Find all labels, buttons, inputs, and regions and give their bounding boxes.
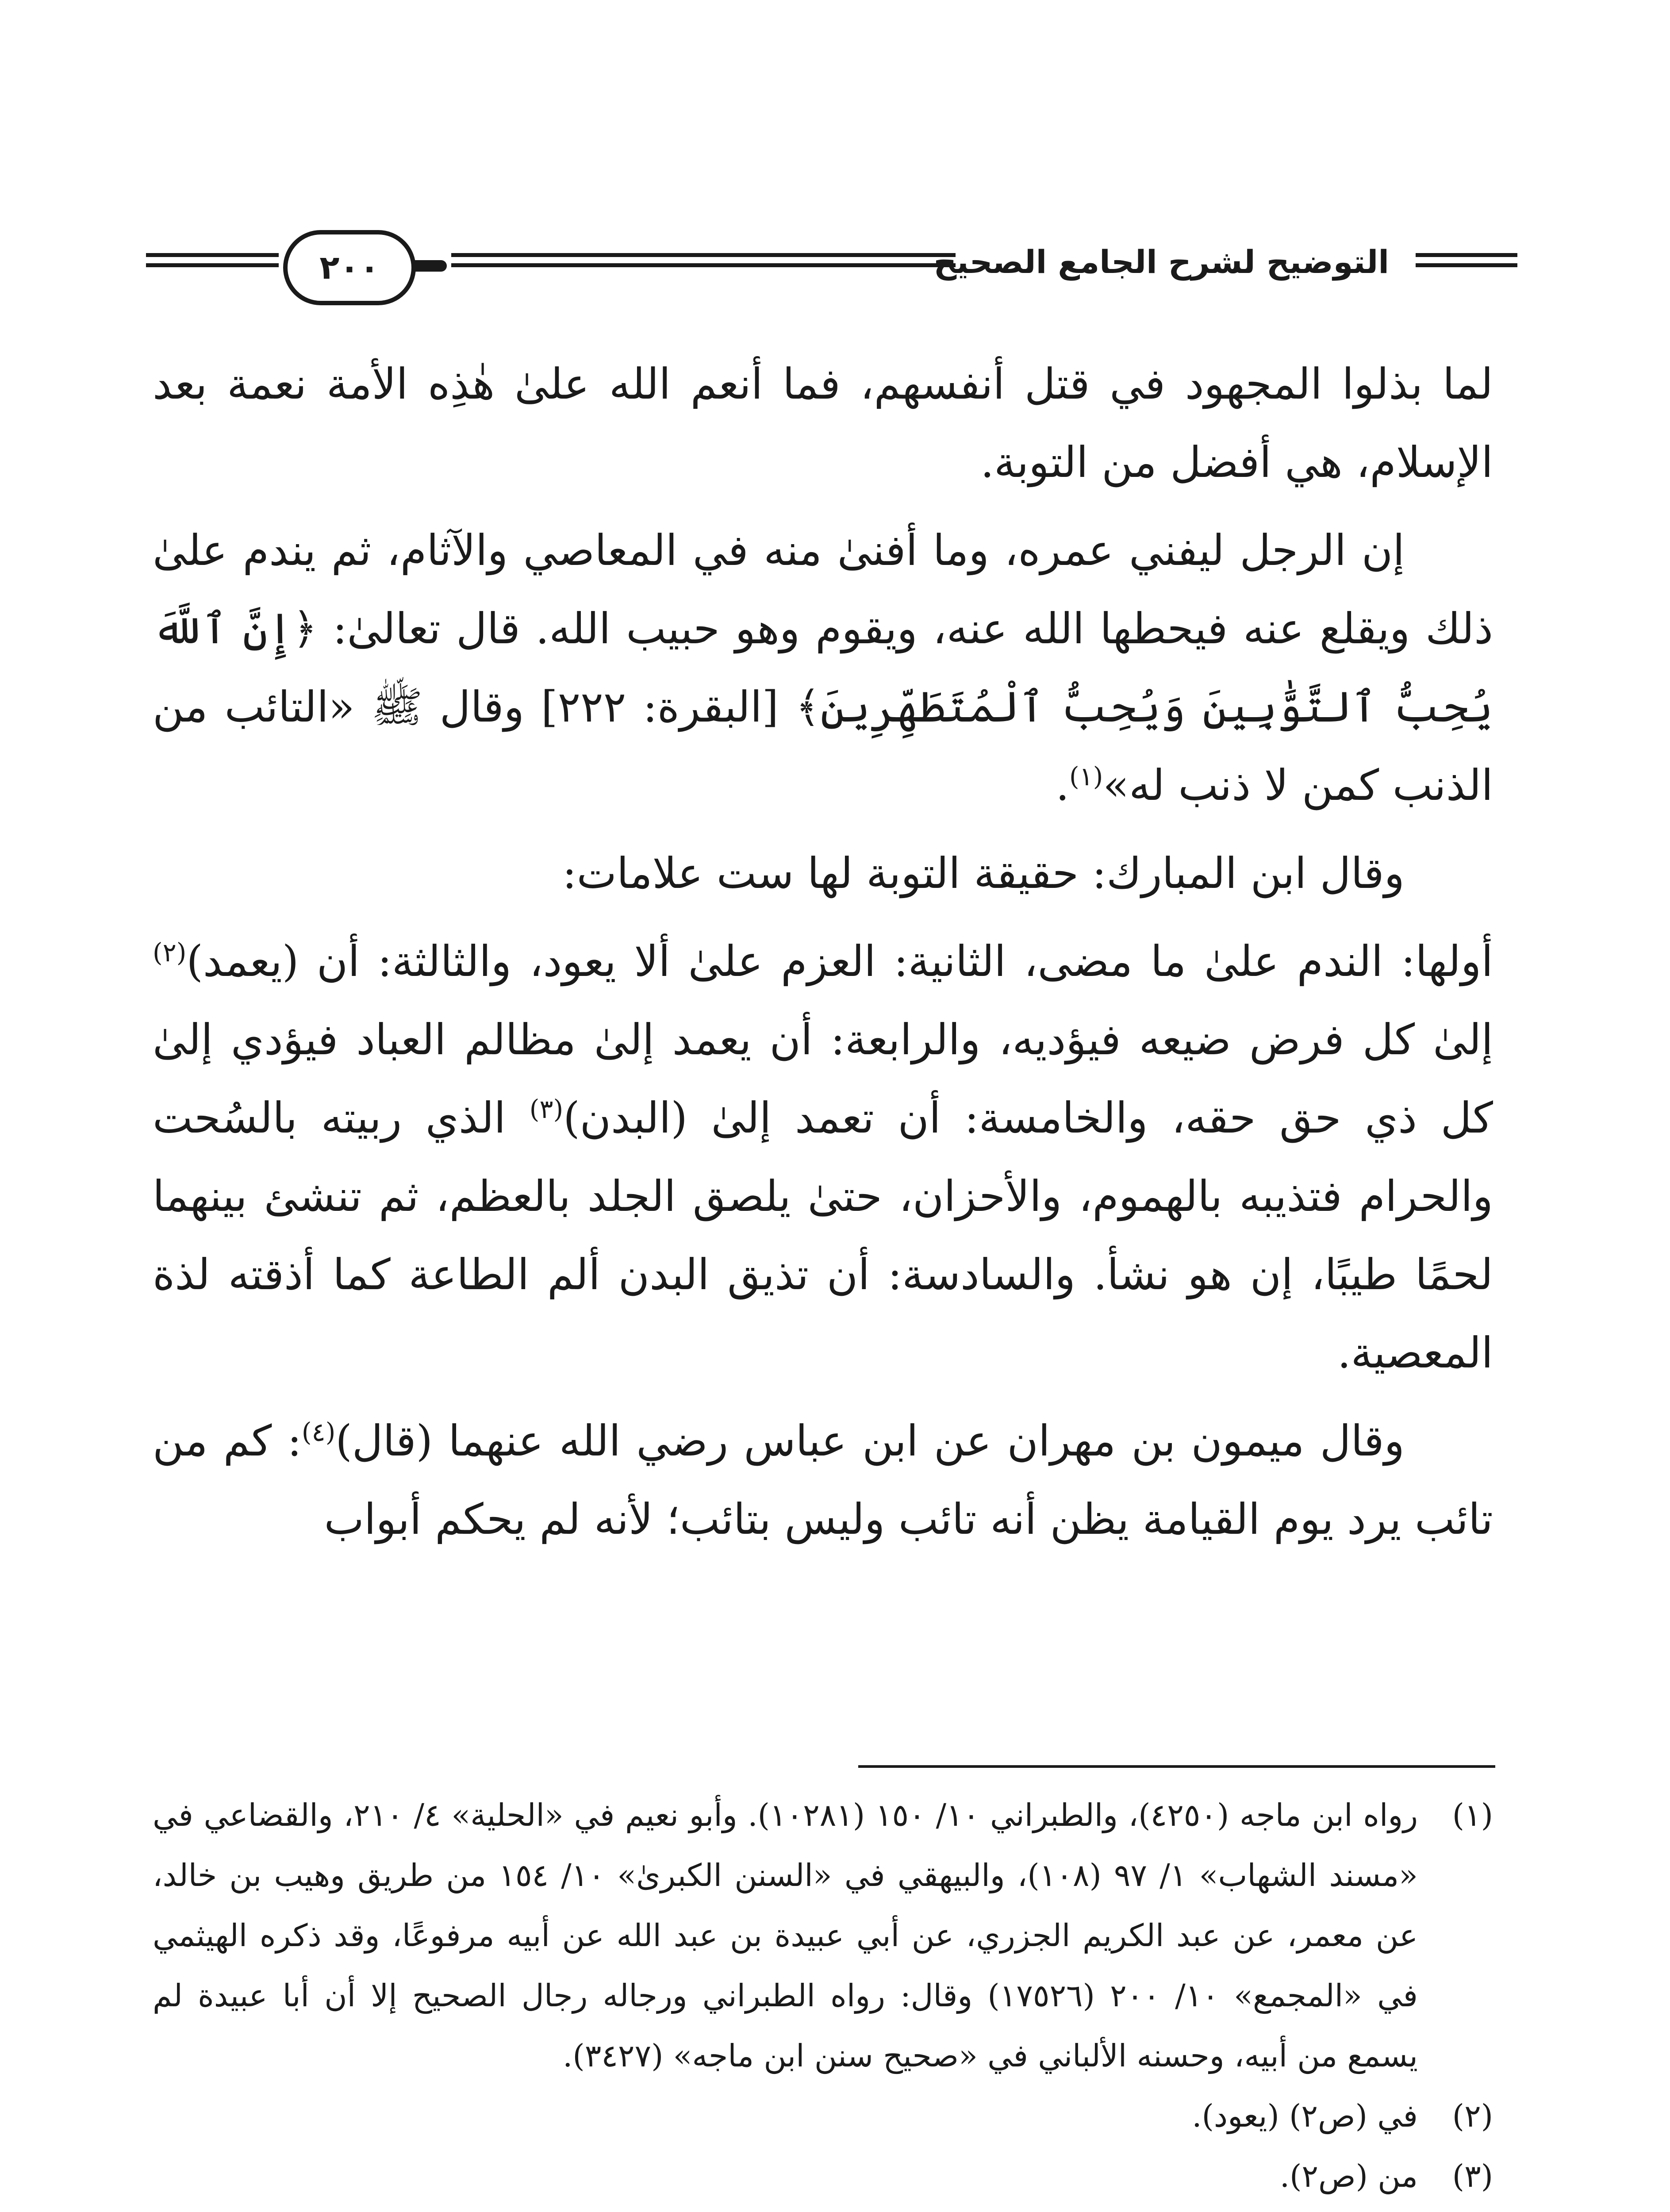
header-rule-right [1416,253,1517,267]
paragraph [153,834,1493,913]
header-rule-left [146,253,279,267]
page-number: ٢٠٠ [319,249,380,287]
book-title: التوضيح لشرح الجامع الصحيح [933,243,1389,280]
footnote-marker[interactable]: (٤) [301,1417,336,1447]
footnote-text: رواه ابن ماجه (٤٢٥٠)، والطبراني ١٠/ ١٥٠ (١٠٢٨١). وأبو نعيم في «الحلية» ٤/ ٢١٠، والقضاعي في «مسند الشهاب» ١/ ٩٧ (١٠٨)، والبيهقي في «السنن الكبرىٰ» ١٠/ ١٥٤ من طريق وهيب بن خالد، عن معمر، عن عبد الكريم الجزري، عن أبي عبيدة بن عبد الله عن أبيه مرفوعًا، وقد ذكره الهيثمي في «المجمع» ١٠/ ٢٠٠ (١٧٥٢٦) وقال: رواه الطبراني ورجاله رجال الصحيح إلا أن أبا عبيدة لم يسمع من أبيه، وحسنه الألباني في «صحيح سنن ابن ماجه» (٣٤٢٧). [153,1797,1418,2074]
footnote-number: (٢) [1452,2098,1493,2134]
main-text [153,345,1493,1568]
footnote-item [153,1785,1493,2086]
footnotes [153,1785,1493,2212]
paragraph [153,511,1493,825]
paragraph-text: أولها: الندم علىٰ ما مضى، الثانية: العزم علىٰ ألا يعود، والثالثة: أن (يعمد) [186,937,1493,986]
paragraph-text: وقال ابن المبارك: حقيقة التوبة لها ست علامات: [562,849,1405,898]
paragraph [153,1402,1493,1559]
footnote-marker[interactable]: (٣) [529,1094,564,1124]
paragraph-text: وقال ميمون بن مهران عن ابن عباس رضي الله عنهما (قال) [335,1416,1405,1466]
footnote-item [153,2206,1493,2212]
paragraph [153,345,1493,502]
paragraph [153,922,1493,1392]
badge-ornament [411,260,447,272]
footnote-text: من (ص٢). [1279,2158,1418,2194]
footnote-item [153,2146,1493,2206]
paragraph-text: . [1056,760,1069,810]
footnote-marker[interactable]: (١) [1069,761,1103,791]
paragraph-text: إن الرجل ليفني عمره، وما أفنىٰ منه في المعاصي والآثام، ثم يندم علىٰ ذلك ويقلع عنه فيحطها الله عنه، ويقوم وهو حبيب الله. قال تعالىٰ: [153,526,1493,653]
footnote-number: (١) [1452,1797,1493,1833]
footnote-separator [858,1765,1495,1768]
paragraph-text: : كم من تائب يرد يوم القيامة يظن أنه تائب وليس بتائب؛ لأنه لم يحكم أبواب [153,1416,1493,1544]
running-header [146,226,1517,314]
paragraph-text: لما بذلوا المجهود في قتل أنفسهم، فما أنعم الله علىٰ هٰذِه الأمة نعمة بعد الإسلام، هي أفضل من التوبة. [153,359,1493,487]
footnote-text: في (ص٢) (يعود). [1192,2098,1418,2134]
footnote-marker[interactable]: (٢) [153,937,187,968]
paragraph-text: إلىٰ كل فرض ضيعه فيؤديه، والرابعة: أن يعمد إلىٰ مظالم العباد فيؤدي إلىٰ كل ذي حق حقه، والخامسة: أن تعمد إلىٰ (البدن) [153,1015,1493,1143]
footnote-item [153,2086,1493,2146]
footnote-number: (٣) [1452,2158,1493,2194]
footnote-text [153,2206,1418,2212]
paragraph-text: [البقرة: ٢٢٢] وقال ﷺ «التائب من الذنب كمن لا ذنب له» [153,682,1493,810]
footnote-number [1418,2206,1493,2212]
quran-verse: ﴿إِنَّ ٱللَّهَ يُحِبُّ ٱلتَّوَّٰبِينَ وَيُحِبُّ ٱلْمُتَطَهِّرِينَ﴾ [153,604,1493,732]
page-number-badge [283,230,416,305]
header-rule-middle [451,253,956,267]
paragraph-text: الذي ربيته بالسُحت والحرام فتذيبه بالهموم، والأحزان، حتىٰ يلصق الجلد بالعظم، ثم تنشئ بينهما لحمًا طيبًا، إن هو نشأ. والسادسة: أن تذيق البدن ألم الطاعة كما أذقته لذة المعصية. [153,1093,1493,1378]
